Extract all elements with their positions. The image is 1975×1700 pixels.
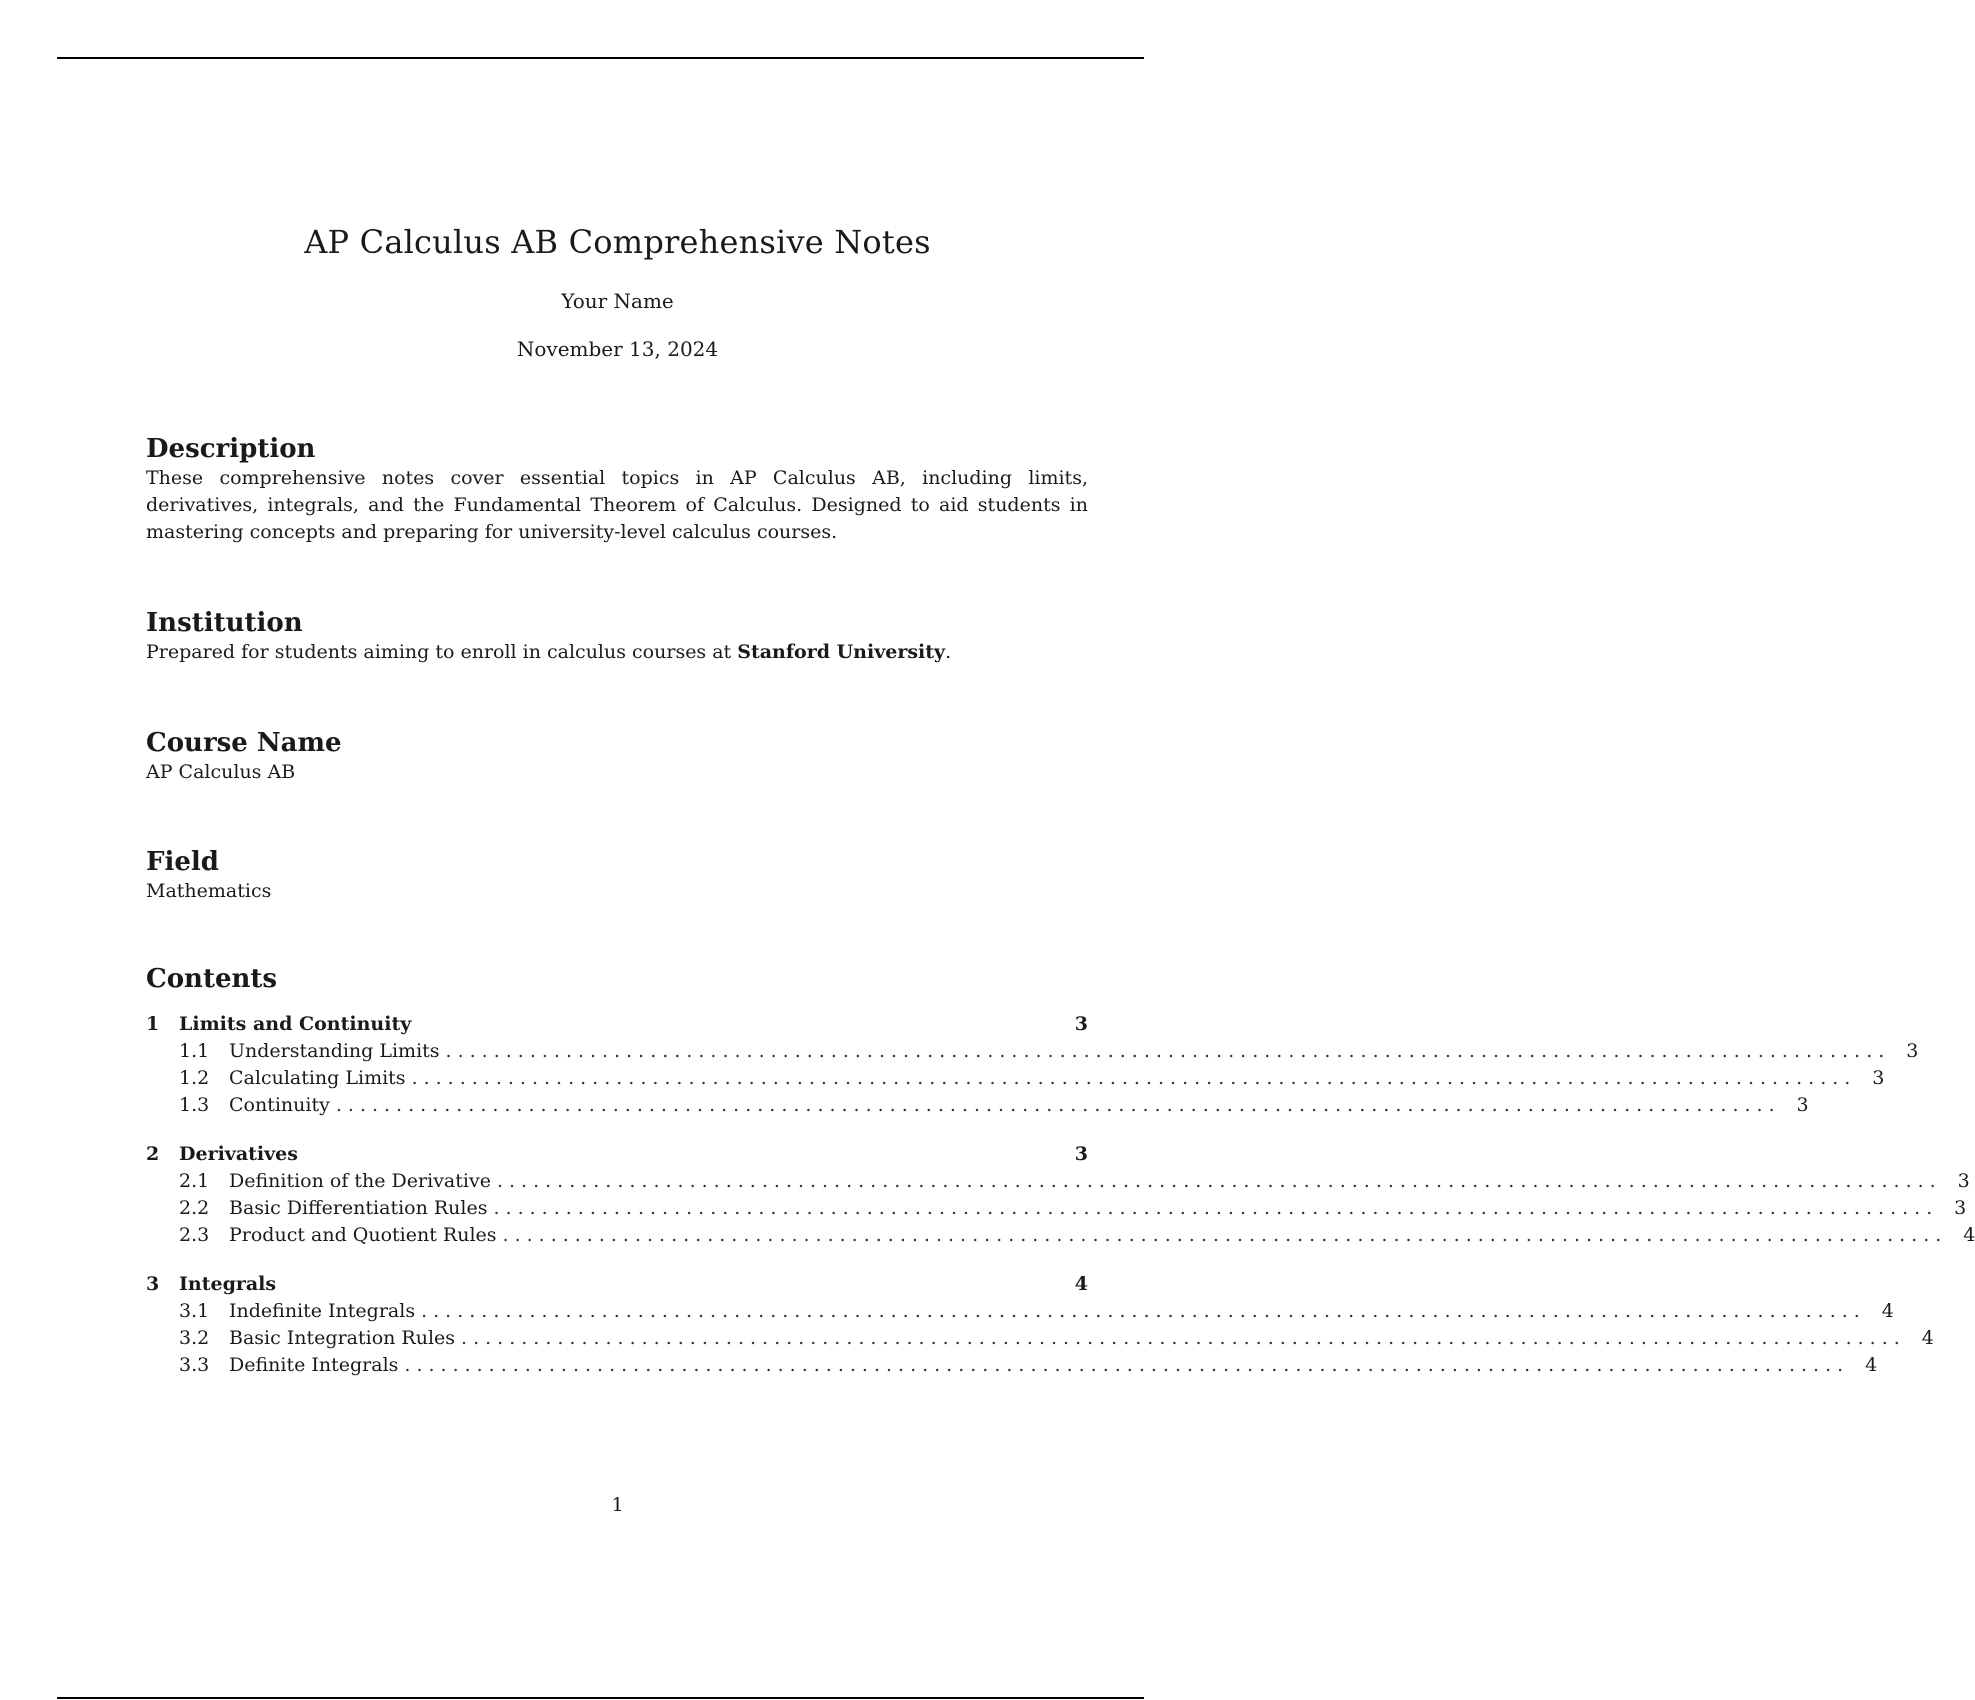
toc-subsection-title: Basic Integration Rules: [229, 1327, 456, 1349]
toc-section-row[interactable]: [146, 1271, 1088, 1298]
bottom-rule: [57, 1697, 1144, 1699]
toc-subsection-title: Indefinite Integrals: [229, 1300, 416, 1322]
toc-group: [146, 1271, 1934, 1379]
toc-subsection-number: 3.3: [179, 1354, 210, 1376]
toc-section-page: 4: [1074, 1273, 1088, 1295]
toc-subsection-page: 4: [1963, 1224, 1975, 1246]
course-text: AP Calculus AB: [146, 761, 296, 783]
toc-section-number: 1: [146, 1013, 160, 1035]
toc-subsection-row[interactable]: [146, 1092, 1809, 1119]
document-author: Your Name: [561, 289, 674, 313]
field-text: Mathematics: [146, 880, 272, 902]
toc-subsection-page: 3: [1957, 1170, 1970, 1192]
toc-dot-leader: ........................................................................................................................: [502, 1224, 1948, 1246]
document-date: November 13, 2024: [516, 337, 719, 361]
toc-dot-leader: ........................................................................................................................: [445, 1040, 1891, 1062]
institution-section: [146, 607, 1088, 666]
institution-text: [146, 639, 1088, 666]
toc-dot-leader: ........................................................................................................................: [461, 1327, 1906, 1349]
toc-subsection-number: 1.1: [179, 1040, 210, 1062]
toc-subsection-title: Calculating Limits: [229, 1067, 406, 1089]
document-title: AP Calculus AB Comprehensive Notes: [304, 223, 931, 261]
toc-dot-leader: ........................................................................................................................: [411, 1067, 1857, 1089]
top-rule: [57, 57, 1144, 59]
toc-dot-leader: ........................................................................................................................: [404, 1354, 1850, 1376]
toc-subsection-page: 3: [1796, 1094, 1809, 1116]
page-number: 1: [611, 1494, 624, 1516]
toc-dot-leader: ........................................................................................................................: [335, 1094, 1781, 1116]
toc-subsection-title: Definite Integrals: [229, 1354, 399, 1376]
institution-heading: Institution: [146, 608, 303, 638]
toc-section-row[interactable]: [146, 1011, 1088, 1038]
toc-subsection-page: 3: [1872, 1067, 1885, 1089]
toc-section-title: Integrals: [179, 1273, 277, 1295]
toc-subsection-number: 3.2: [179, 1327, 210, 1349]
toc-subsection-page: 4: [1921, 1327, 1934, 1349]
toc-subsection-row[interactable]: [146, 1352, 1878, 1379]
institution-text-after: .: [945, 641, 952, 663]
toc-subsection-number: 1.2: [179, 1067, 210, 1089]
description-section: [146, 433, 1088, 546]
toc-dot-leader: ........................................................................................................................: [421, 1300, 1866, 1322]
toc-subsection-number: 2.3: [179, 1224, 210, 1246]
toc-section-title: Limits and Continuity: [179, 1013, 412, 1035]
field-section: [146, 846, 1088, 905]
toc-subsection-row[interactable]: [146, 1038, 1919, 1065]
toc-subsection-row[interactable]: [146, 1325, 1934, 1352]
toc-subsection-page: 3: [1954, 1197, 1967, 1219]
toc-section-page: 3: [1074, 1143, 1088, 1165]
toc-subsection-row[interactable]: [146, 1195, 1967, 1222]
toc-section-number: 3: [146, 1273, 160, 1295]
toc-subsection-page: 3: [1906, 1040, 1919, 1062]
contents-heading: Contents: [146, 964, 278, 994]
toc-subsection-title: Product and Quotient Rules: [229, 1224, 497, 1246]
toc-subsection-row[interactable]: [146, 1222, 1975, 1249]
toc-subsection-row[interactable]: [146, 1168, 1970, 1195]
toc-subsection-title: Basic Differentiation Rules: [229, 1197, 488, 1219]
toc-subsection-page: 4: [1881, 1300, 1894, 1322]
title-block: [0, 222, 1235, 362]
toc-subsection-number: 2.2: [179, 1197, 210, 1219]
toc-group: [146, 1011, 1919, 1119]
toc-subsection-number: 2.1: [179, 1170, 210, 1192]
toc-subsection-row[interactable]: [146, 1298, 1894, 1325]
course-heading: Course Name: [146, 728, 342, 758]
toc-subsection-title: Continuity: [229, 1094, 330, 1116]
toc-subsection-number: 1.3: [179, 1094, 210, 1116]
description-text: These comprehensive notes cover essential topics in AP Calculus AB, including limits, derivatives, integrals, and the Fundamental Theorem of Calculus. Designed to aid students in mastering concepts and preparing for university-level calculus courses.: [146, 467, 1088, 543]
toc-subsection-page: 4: [1865, 1354, 1878, 1376]
toc-subsection-title: Definition of the Derivative: [229, 1170, 491, 1192]
description-heading: Description: [146, 434, 316, 464]
course-section: [146, 727, 1088, 786]
toc-group: [146, 1141, 1975, 1249]
toc-subsection-title: Understanding Limits: [229, 1040, 440, 1062]
toc-section-row[interactable]: [146, 1141, 1088, 1168]
toc-section-page: 3: [1074, 1013, 1088, 1035]
toc-dot-leader: ........................................................................................................................: [496, 1170, 1942, 1192]
institution-text-before: Prepared for students aiming to enroll in calculus courses at: [146, 641, 738, 663]
contents-section: [146, 963, 1975, 1401]
toc-subsection-number: 3.1: [179, 1300, 210, 1322]
toc-section-number: 2: [146, 1143, 160, 1165]
table-of-contents: [146, 1011, 1975, 1379]
toc-section-title: Derivatives: [179, 1143, 298, 1165]
toc-subsection-row[interactable]: [146, 1065, 1885, 1092]
toc-dot-leader: ........................................................................................................................: [493, 1197, 1939, 1219]
institution-name: Stanford University: [737, 641, 946, 663]
field-heading: Field: [146, 847, 219, 877]
